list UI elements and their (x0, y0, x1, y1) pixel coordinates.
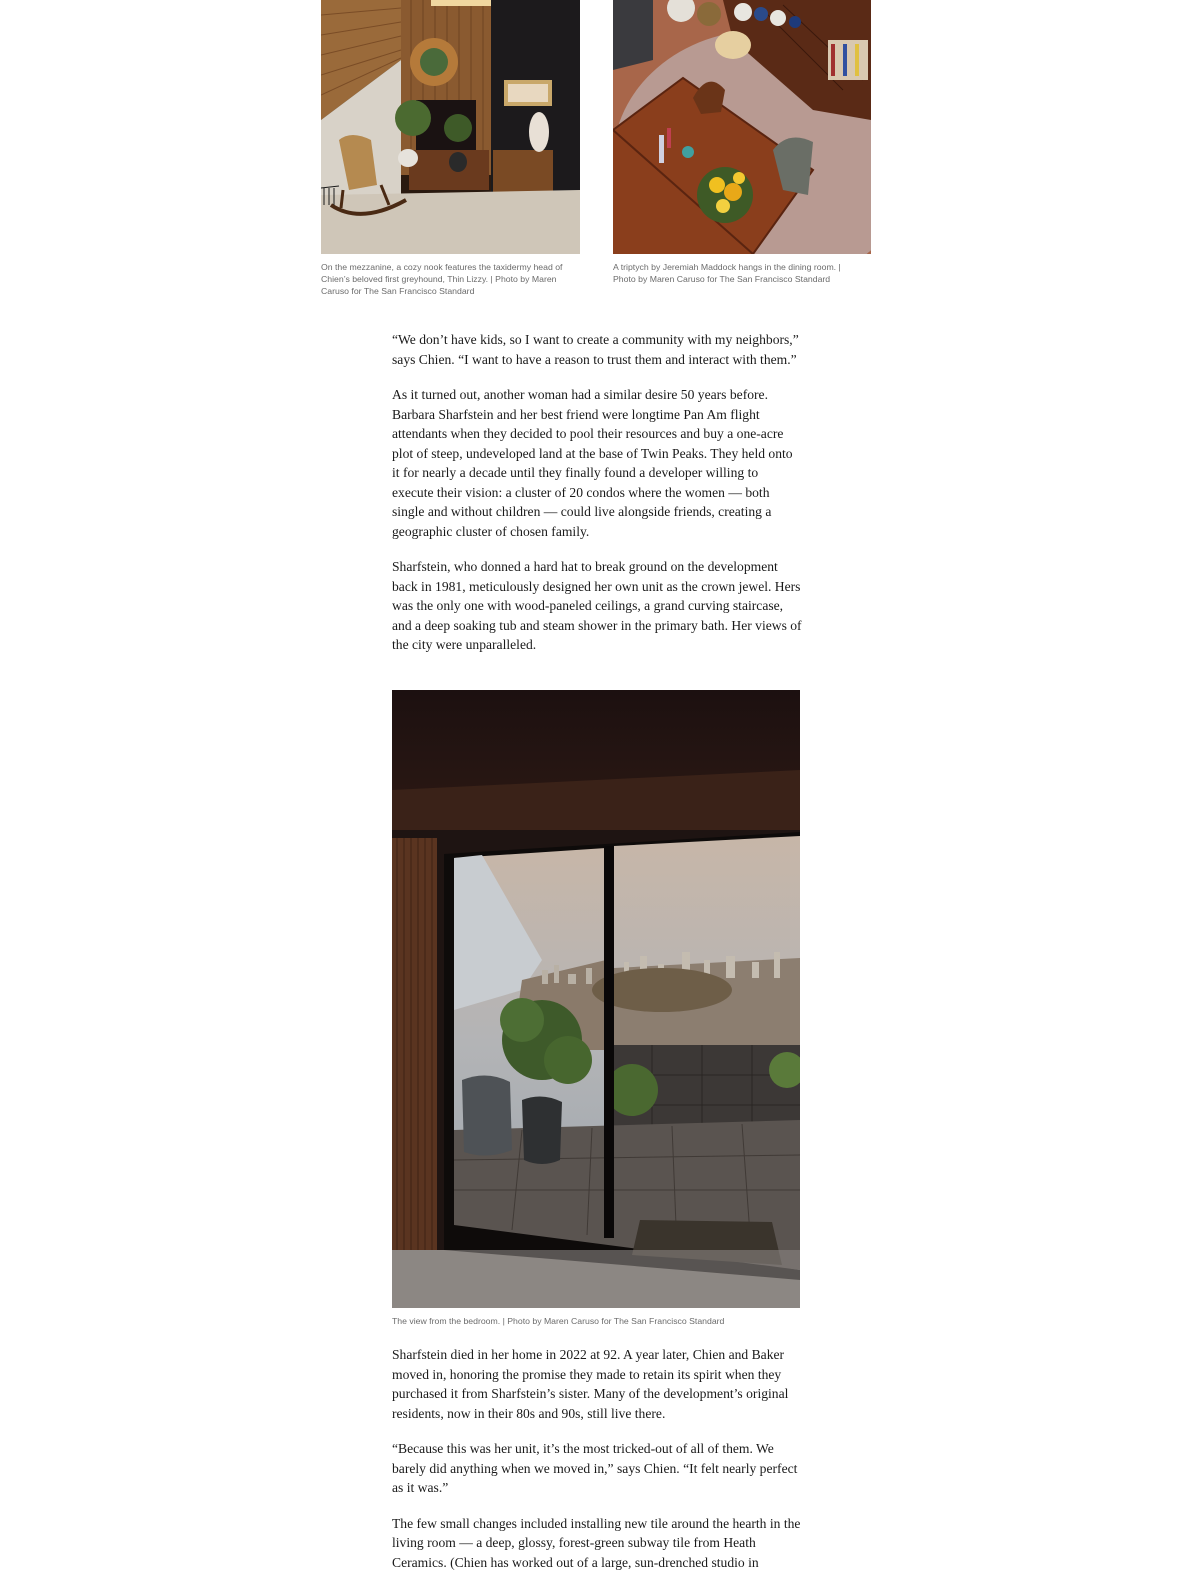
paragraph: “Because this was her unit, it’s the most tricked-out of all of them. We barely did anything when we moved in,” says Chien. “It felt nearly perfect as it was.” (392, 1441, 798, 1495)
article-body-section-1 (392, 330, 802, 671)
article-body-section-2 (392, 1345, 802, 1588)
bedroom-view-photo-caption: The view from the bedroom. | Photo by Maren Caruso for The San Francisco Standard (392, 1316, 725, 1326)
paragraph: Sharfstein died in her home in 2022 at 92. A year later, Chien and Baker moved in, honoring the promise they made to retain its spirit when they purchased it from Sharfstein’s sister. Many of the development’s original residents, now in their 80s and 90s, still live there. (392, 1347, 789, 1421)
mezzanine-photo-caption: On the mezzanine, a cozy nook features the taxidermy head of Chien’s beloved first greyhound, Thin Lizzy. | Photo by Maren Caruso for The San Francisco Standard (321, 262, 563, 296)
paragraph: As it turned out, another woman had a similar desire 50 years before. Barbara Sharfstein and her best friend were longtime Pan Am flight attendants when they decided to pool their resources and buy a one-acre plot of steep, undeveloped land at the base of Twin Peaks. They held onto it for nearly a decade until they finally found a developer willing to execute their vision: a cluster of 20 condos where the women — both single and without children — could live alongside friends, creating a geographic cluster of chosen family. (392, 387, 793, 539)
paragraph: Sharfstein, who donned a hard hat to break ground on the development back in 1981, meticulously designed her own unit as the crown jewel. Hers was the only one with wood-paneled ceilings, a grand curving staircase, and a deep soaking tub and steam shower in the primary bath. Her views of the city were unparalleled. (392, 559, 802, 652)
paragraph: “We don’t have kids, so I want to create a community with my neighbors,” says Chien. “I want to have a reason to trust them and interact with them.” (392, 332, 799, 367)
dining-room-photo-caption: A triptych by Jeremiah Maddock hangs in the dining room. | Photo by Maren Caruso for The San Francisco Standard (613, 262, 841, 284)
paragraph: The few small changes included installing new tile around the hearth in the living room — a deep, glossy, forest-green subway tile from Heath Ceramics. (Chien has worked out of a large, sun-drenched studio in (392, 1515, 801, 1570)
dining-room-photo (613, 0, 871, 254)
bedroom-view-photo (392, 690, 800, 1308)
mezzanine-photo (321, 0, 580, 254)
